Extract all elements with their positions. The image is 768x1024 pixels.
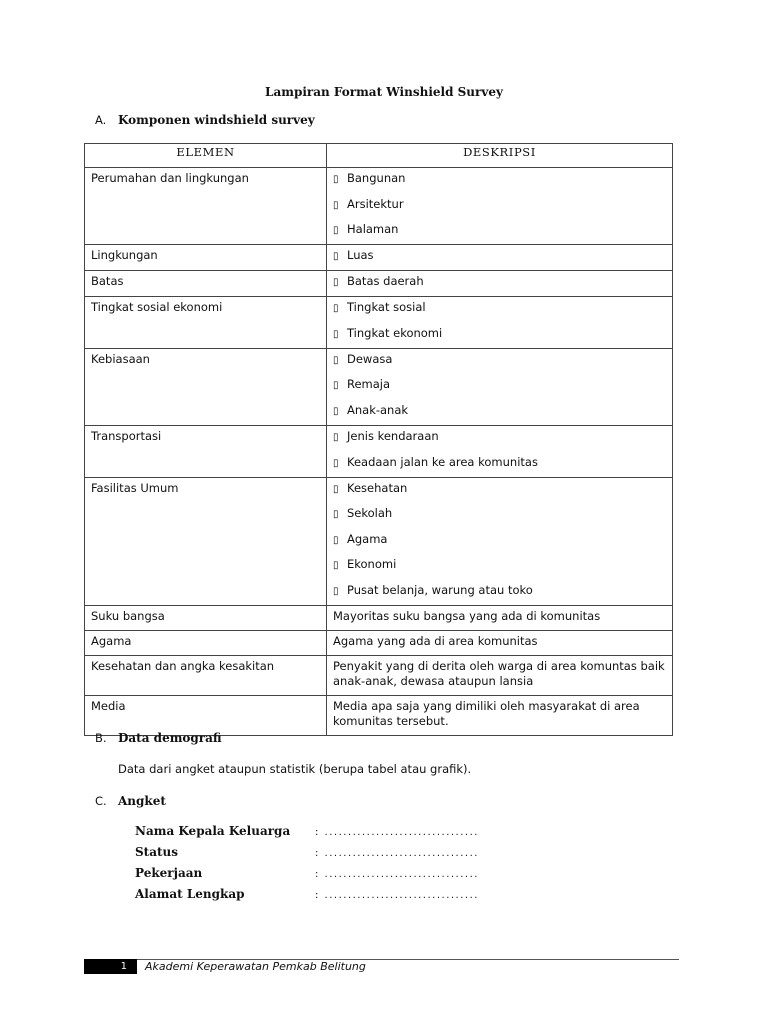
square-bullet-icon: ▯ [333, 328, 339, 340]
bullet-text: Sekolah [347, 506, 393, 521]
bullet-text: Tingkat sosial [347, 300, 426, 315]
angket-field-blank: : ................................. [315, 869, 479, 880]
square-bullet-icon: ▯ [333, 380, 339, 392]
table-row [85, 695, 673, 735]
section-b-letter: B. [95, 731, 107, 745]
bullet-text: Ekonomi [347, 557, 397, 572]
description-bullet-item [333, 222, 666, 238]
description-bullet-item [333, 274, 666, 290]
footer-page-number: 1 [84, 959, 137, 974]
table-row [85, 245, 673, 271]
description-bullet-item [333, 583, 666, 599]
description-cell [327, 168, 673, 245]
table-row [85, 605, 673, 630]
description-bullet-item [333, 506, 666, 522]
description-bullet-item [333, 532, 666, 548]
description-bullet-item [333, 197, 666, 213]
description-bullet-item [333, 455, 666, 471]
angket-field [135, 824, 479, 838]
square-bullet-icon: ▯ [333, 431, 339, 443]
angket-field-label: Nama Kepala Keluarga [135, 824, 291, 838]
bullet-text: Keadaan jalan ke area komunitas [347, 454, 538, 469]
angket-field [135, 887, 479, 901]
description-cell: Media apa saja yang dimiliki oleh masyarakat di area komunitas tersebut. [327, 695, 673, 735]
table-row [85, 655, 673, 695]
angket-field-blank: : ................................. [315, 827, 479, 838]
header-deskripsi: DESKRIPSI [327, 144, 673, 168]
table-row [85, 168, 673, 245]
element-cell: Fasilitas Umum [85, 477, 327, 605]
description-cell: Penyakit yang di derita oleh warga di area komuntas baik anak-anak, dewasa ataupun lansia [327, 655, 673, 695]
bullet-text: Batas daerah [347, 274, 424, 289]
square-bullet-icon: ▯ [333, 303, 339, 315]
description-bullet-item [333, 377, 666, 393]
angket-field [135, 866, 479, 880]
square-bullet-icon: ▯ [333, 534, 339, 546]
description-bullet-item [333, 171, 666, 187]
section-c-title: Angket [118, 794, 166, 808]
bullet-text: Bangunan [347, 171, 406, 185]
description-cell [327, 245, 673, 271]
description-bullet-item [333, 300, 666, 316]
table-row [85, 477, 673, 605]
element-cell: Batas [85, 271, 327, 297]
footer-institution: Akademi Keperawatan Pemkab Belitung [145, 960, 366, 973]
square-bullet-icon: ▯ [333, 251, 339, 263]
angket-field-blank: : ................................. [315, 848, 479, 859]
bullet-text: Anak-anak [347, 402, 409, 417]
bullet-text: Tingkat ekonomi [347, 325, 443, 340]
angket-field-label: Pekerjaan [135, 866, 203, 880]
description-cell [327, 425, 673, 477]
square-bullet-icon: ▯ [333, 199, 339, 211]
description-bullet-item [333, 352, 666, 368]
table-header-row [85, 144, 673, 168]
section-a-heading [95, 113, 315, 127]
bullet-text: Pusat belanja, warung atau toko [347, 582, 533, 597]
description-cell [327, 297, 673, 349]
description-cell [327, 271, 673, 297]
bullet-text: Halaman [347, 222, 399, 237]
section-c-letter: C. [95, 794, 107, 808]
element-cell: Perumahan dan lingkungan [85, 168, 327, 245]
square-bullet-icon: ▯ [333, 483, 339, 495]
table-row [85, 271, 673, 297]
bullet-text: Dewasa [347, 351, 393, 366]
square-bullet-icon: ▯ [333, 225, 339, 237]
description-bullet-item [333, 326, 666, 342]
header-elemen: ELEMEN [85, 144, 327, 168]
table-row [85, 425, 673, 477]
description-cell [327, 348, 673, 425]
bullet-text: Jenis kendaraan [347, 428, 439, 443]
angket-field [135, 845, 479, 859]
element-cell: Tingkat sosial ekonomi [85, 297, 327, 349]
angket-field-label: Status [135, 845, 179, 859]
section-b-heading [95, 731, 222, 745]
table-row [85, 297, 673, 349]
angket-field-label: Alamat Lengkap [135, 887, 245, 901]
square-bullet-icon: ▯ [333, 509, 339, 521]
element-cell: Lingkungan [85, 245, 327, 271]
description-bullet-item [333, 248, 666, 264]
element-cell: Media [85, 695, 327, 735]
bullet-text: Luas [347, 248, 374, 263]
description-cell [327, 477, 673, 605]
bullet-text: Remaja [347, 377, 391, 392]
demografi-description: Data dari angket ataupun statistik (berupa tabel atau grafik). [118, 762, 472, 776]
description-bullet-item [333, 557, 666, 573]
table-row [85, 630, 673, 655]
bullet-text: Kesehatan [347, 480, 408, 495]
description-bullet-item [333, 403, 666, 419]
square-bullet-icon: ▯ [333, 277, 339, 289]
square-bullet-icon: ▯ [333, 405, 339, 417]
section-a-letter: A. [95, 113, 107, 127]
bullet-text: Agama [347, 531, 388, 546]
description-bullet-item [333, 429, 666, 445]
element-cell: Kebiasaan [85, 348, 327, 425]
square-bullet-icon: ▯ [333, 457, 339, 469]
square-bullet-icon: ▯ [333, 354, 339, 366]
section-c-heading [95, 794, 166, 808]
description-cell: Agama yang ada di area komunitas [327, 630, 673, 655]
angket-field-blank: : ................................. [315, 890, 479, 901]
document-title: Lampiran Format Winshield Survey [265, 85, 503, 99]
windshield-survey-table [84, 143, 673, 736]
description-bullet-item [333, 481, 666, 497]
element-cell: Suku bangsa [85, 605, 327, 630]
square-bullet-icon: ▯ [333, 585, 339, 597]
square-bullet-icon: ▯ [333, 560, 339, 572]
element-cell: Kesehatan dan angka kesakitan [85, 655, 327, 695]
table-row [85, 348, 673, 425]
element-cell: Transportasi [85, 425, 327, 477]
description-cell: Mayoritas suku bangsa yang ada di komunitas [327, 605, 673, 630]
square-bullet-icon: ▯ [333, 174, 339, 185]
section-a-title: Komponen windshield survey [118, 113, 315, 127]
bullet-text: Arsitektur [347, 196, 404, 211]
table-body [85, 168, 673, 736]
element-cell: Agama [85, 630, 327, 655]
section-b-title: Data demografi [118, 731, 222, 745]
